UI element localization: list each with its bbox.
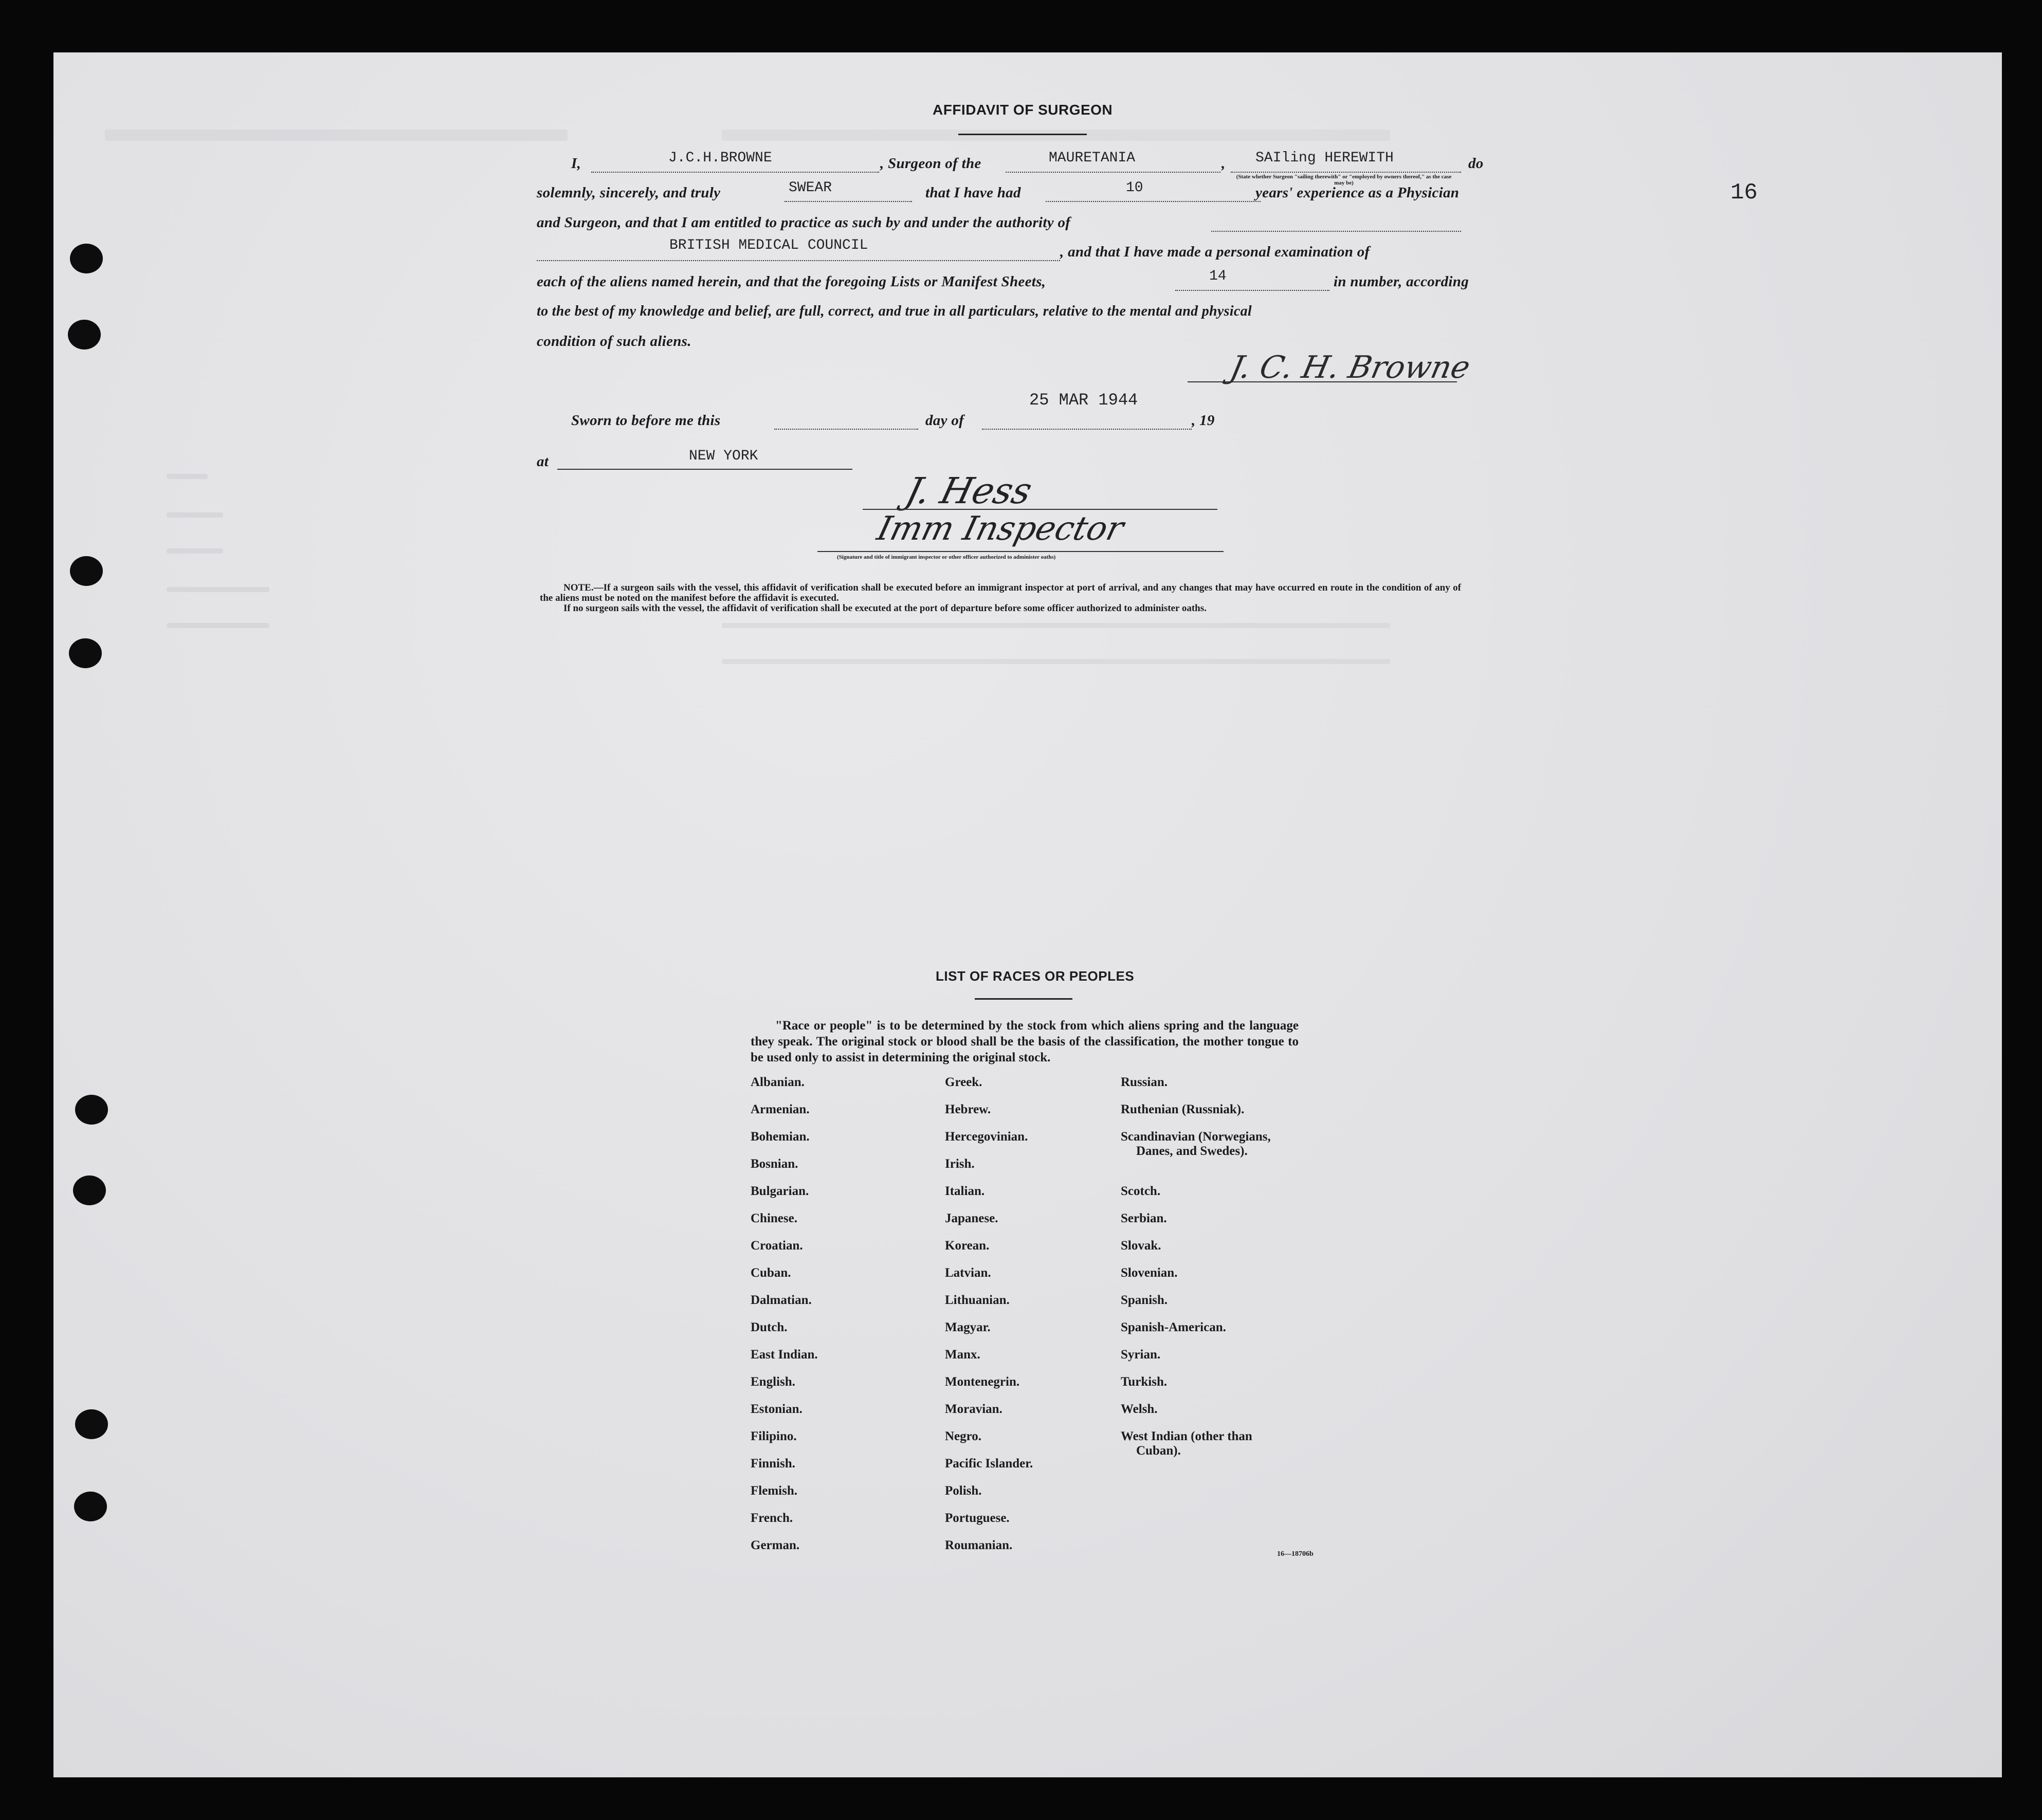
label-i: I,	[571, 155, 581, 172]
race-list-item: Chinese.	[751, 1211, 797, 1225]
manifest-sheet: 16 AFFIDAVIT OF SURGEON I, J.C.H.BROWNE , Surgeon of the MAURETANIA , SAIling HEREWITH (State whether Surgeon "sailing therewith" or "employed by owners thereof," as the case may be) do solemnly, sincerely, and truly SWEAR that I have had 10 years' experience as a Physician and Surgeon, and that I am entitled to practice as such by and under the authority of BRITISH MEDICAL COUNCIL , and that I have made a personal examination of each of the aliens named herein, and that the foregoing Lists or Manifest Sheets, 14 in number, according to the best of my knowledge and belief, are full, correct, and true in all particulars, relative to the mental and physical condition of such aliens. J. C. H. Browne Sworn to before me this day of 25 MAR 1944 , 19 at NEW YORK J. Hess Imm Inspector (Signature and title of immigrant inspector or other officer authorized to administer oaths) NOTE.—If a surgeon sails with the vessel, this affidavit of verification shall be executed before an immigrant inspector at port of arrival, and any changes that may have occurred en route in the condition of any of the aliens must be noted on the manifest before the affidavit is executed. If no surgeon sails with the vessel, the affidavit of verification shall be executed at the port of departure before some officer authorized to administer oaths. LIST OF RACES OR PEOPLES "Race or people" is to be determined by the stock from which aliens spring and the language they speak. The original stock or blood shall be the basis of the classification, the mother tongue to be used only to assist in determining the original stock. Albanian. Armenian. Bohemian. Bosnian. Bulgarian. Chinese. Croatian. Cuban. Dalmatian. Dutch. East Indian. English. Estonian. Filipino. Finnish. Flemish. French. German. Greek. Hebrew. Hercegovinian. Irish. Italian. Japanese. Korean. Latvian. Lithuanian. Magyar. Manx. Montenegrin. Moravian. Negro. Pacific Islander. Polish. Portuguese. Roumanian. Russian. Ruthenian (Russniak). Scandinavian (Norwegians, Danes, and Swedes). Scotch. Serbian. Slovak. Slovenian. Spanish. Spanish-American. Syrian. Turkish. Welsh. West Indian (other than Cuban). 16—18706b	[53, 52, 2002, 1777]
oath-word: SWEAR	[789, 180, 832, 196]
race-list-item: Manx.	[945, 1348, 980, 1362]
race-list-item: Dutch.	[751, 1320, 788, 1334]
inspector-title-line	[817, 551, 1224, 552]
race-list-item: Bosnian.	[751, 1157, 798, 1171]
signature-caption: (Signature and title of immigrant inspector or other officer authorized to administer oaths)	[837, 554, 1056, 560]
punch-hole	[70, 244, 103, 273]
label-that-i-have-had: that I have had	[925, 185, 1021, 201]
race-list-item: French.	[751, 1511, 793, 1525]
inspector-signature: J. Hess	[901, 470, 1036, 512]
bleed-through-mark	[722, 623, 1390, 628]
label-year-19: , 19	[1192, 412, 1215, 429]
race-list-item: English.	[751, 1375, 795, 1389]
races-title: LIST OF RACES OR PEOPLES	[936, 968, 1135, 984]
inspector-title-handwritten: Imm Inspector	[873, 510, 1128, 548]
punch-hole	[73, 1175, 106, 1205]
authority-line-start	[1211, 231, 1461, 232]
oath-word-line	[785, 201, 912, 202]
race-list-item: Greek.	[945, 1075, 982, 1089]
race-list-item: Magyar.	[945, 1320, 991, 1334]
race-list-item: Spanish-American.	[1121, 1320, 1226, 1334]
race-list-item: Croatian.	[751, 1239, 803, 1253]
label-at: at	[537, 453, 549, 470]
page-number: 16	[1730, 180, 1758, 206]
race-list-item: Dalmatian.	[751, 1293, 812, 1307]
race-list-item: Bohemian.	[751, 1130, 810, 1144]
label-best-knowledge: to the best of my knowledge and belief, are full, correct, and true in all particulars, relative to the mental and physical	[537, 303, 1252, 319]
race-list-item: Moravian.	[945, 1402, 1002, 1416]
bleed-through-mark	[167, 512, 223, 518]
race-list-item: Polish.	[945, 1484, 982, 1498]
race-list-item: Korean.	[945, 1239, 990, 1253]
bleed-through-mark	[722, 659, 1390, 664]
sailing-status: SAIling HEREWITH	[1255, 150, 1394, 166]
race-list-item: Portuguese.	[945, 1511, 1010, 1525]
races-intro: "Race or people" is to be determined by the stock from which aliens spring and the language they speak. The original stock or blood shall be the basis of the classification, the mother tongue to be used only to assist in determining the original stock.	[751, 1019, 1299, 1064]
punch-hole	[68, 320, 101, 350]
race-list-item: Estonian.	[751, 1402, 803, 1416]
race-list-item: Italian.	[945, 1184, 985, 1198]
label-day-of: day of	[925, 412, 964, 429]
years-count: 10	[1126, 180, 1143, 196]
race-list-item: Scandinavian (Norwegians,	[1121, 1130, 1271, 1144]
race-list-item: Bulgarian.	[751, 1184, 809, 1198]
label-years-experience: years' experience as a Physician	[1255, 185, 1460, 201]
sheet-count: 14	[1209, 268, 1227, 284]
vessel-name: MAURETANIA	[1049, 150, 1136, 166]
label-do: do	[1468, 155, 1484, 172]
label-personal-exam: , and that I have made a personal examination of	[1060, 244, 1370, 260]
bleed-through-mark	[722, 130, 1390, 141]
race-list-item: Flemish.	[751, 1484, 797, 1498]
race-list-item: Slovak.	[1121, 1239, 1161, 1253]
race-list-item: Russian.	[1121, 1075, 1168, 1089]
race-list-item: Albanian.	[751, 1075, 805, 1089]
sworn-place-line	[557, 469, 852, 470]
label-and-surgeon: and Surgeon, and that I am entitled to practice as such by and under the authority of	[537, 214, 1071, 231]
bleed-through-mark	[105, 130, 568, 141]
race-list-item: Latvian.	[945, 1266, 991, 1280]
bleed-through-mark	[167, 587, 269, 592]
race-list-item: Roumanian.	[945, 1538, 1013, 1552]
race-list-item: Welsh.	[1121, 1402, 1158, 1416]
surgeon-signature: J. C. H. Browne	[1227, 350, 1473, 385]
race-list-item: Hebrew.	[945, 1102, 991, 1116]
affidavit-note-2: If no surgeon sails with the vessel, the affidavit of verification shall be executed at the port of departure before some officer authorized to administer oaths.	[563, 603, 1207, 614]
affidavit-title: AFFIDAVIT OF SURGEON	[933, 102, 1113, 118]
race-list-item: Danes, and Swedes).	[1136, 1144, 1248, 1158]
sworn-date-stamp: 25 MAR 1944	[1029, 391, 1138, 410]
race-list-item: Slovenian.	[1121, 1266, 1178, 1280]
surgeon-name: J.C.H.BROWNE	[668, 150, 772, 166]
race-list-item: East Indian.	[751, 1348, 818, 1362]
bleed-through-mark	[167, 474, 208, 479]
label-solemnly: solemnly, sincerely, and truly	[537, 185, 721, 201]
race-list-item: Scotch.	[1121, 1184, 1161, 1198]
race-list-item: Serbian.	[1121, 1211, 1167, 1225]
form-number: 16—18706b	[1277, 1550, 1314, 1558]
sheet-count-line	[1175, 290, 1329, 291]
race-list-item: Finnish.	[751, 1457, 795, 1470]
sailing-status-note: (State whether Surgeon "sailing therewith" or "employed by owners thereof," as the case may be)	[1236, 174, 1452, 186]
label-each-alien: each of the aliens named herein, and that the foregoing Lists or Manifest Sheets,	[537, 273, 1046, 290]
sworn-place: NEW YORK	[689, 448, 758, 464]
race-list-item: Spanish.	[1121, 1293, 1168, 1307]
race-list-item: Montenegrin.	[945, 1375, 1020, 1389]
punch-hole	[70, 556, 103, 586]
race-list-item: Cuban.	[751, 1266, 791, 1280]
race-list-item: West Indian (other than	[1121, 1429, 1252, 1443]
race-list-item: Filipino.	[751, 1429, 797, 1443]
years-line	[1046, 201, 1261, 202]
bleed-through-mark	[167, 623, 269, 628]
race-list-item: Armenian.	[751, 1102, 810, 1116]
race-list-item: Hercegovinian.	[945, 1130, 1028, 1144]
label-in-number: in number, according	[1334, 273, 1469, 290]
punch-hole	[74, 1492, 107, 1521]
race-list-item: Pacific Islander.	[945, 1457, 1033, 1470]
punch-hole	[75, 1095, 108, 1125]
race-list-item: Japanese.	[945, 1211, 998, 1225]
vessel-line	[1006, 172, 1220, 173]
label-condition: condition of such aliens.	[537, 333, 691, 350]
label-surgeon-of-the: , Surgeon of the	[880, 155, 981, 172]
race-list-item: Lithuanian.	[945, 1293, 1010, 1307]
title-underline	[958, 134, 1087, 135]
sworn-day-line	[774, 429, 918, 430]
surgeon-name-line	[591, 172, 879, 173]
bleed-through-mark	[167, 548, 223, 554]
race-list-item: German.	[751, 1538, 800, 1552]
punch-hole	[75, 1409, 108, 1439]
authority-line	[537, 260, 1060, 261]
races-title-underline	[975, 998, 1072, 1000]
race-list-item: Negro.	[945, 1429, 982, 1443]
sworn-date-line	[982, 429, 1192, 430]
race-list-item: Syrian.	[1121, 1348, 1161, 1362]
punch-hole	[69, 638, 102, 668]
affidavit-note: NOTE.—If a surgeon sails with the vessel, this affidavit of verification shall be executed before an immigrant inspector at port of arrival, and any changes that may have occurred en route in the condition of any of the aliens must be noted on the manifest before the affidavit is executed.	[540, 582, 1461, 603]
sailing-status-line	[1231, 172, 1461, 173]
label-sworn: Sworn to before me this	[571, 412, 721, 429]
race-list-item: Cuban).	[1136, 1444, 1181, 1458]
race-list-item: Turkish.	[1121, 1375, 1168, 1389]
race-list-item: Irish.	[945, 1157, 975, 1171]
race-list-item: Ruthenian (Russniak).	[1121, 1102, 1245, 1116]
authority: BRITISH MEDICAL COUNCIL	[669, 237, 868, 253]
